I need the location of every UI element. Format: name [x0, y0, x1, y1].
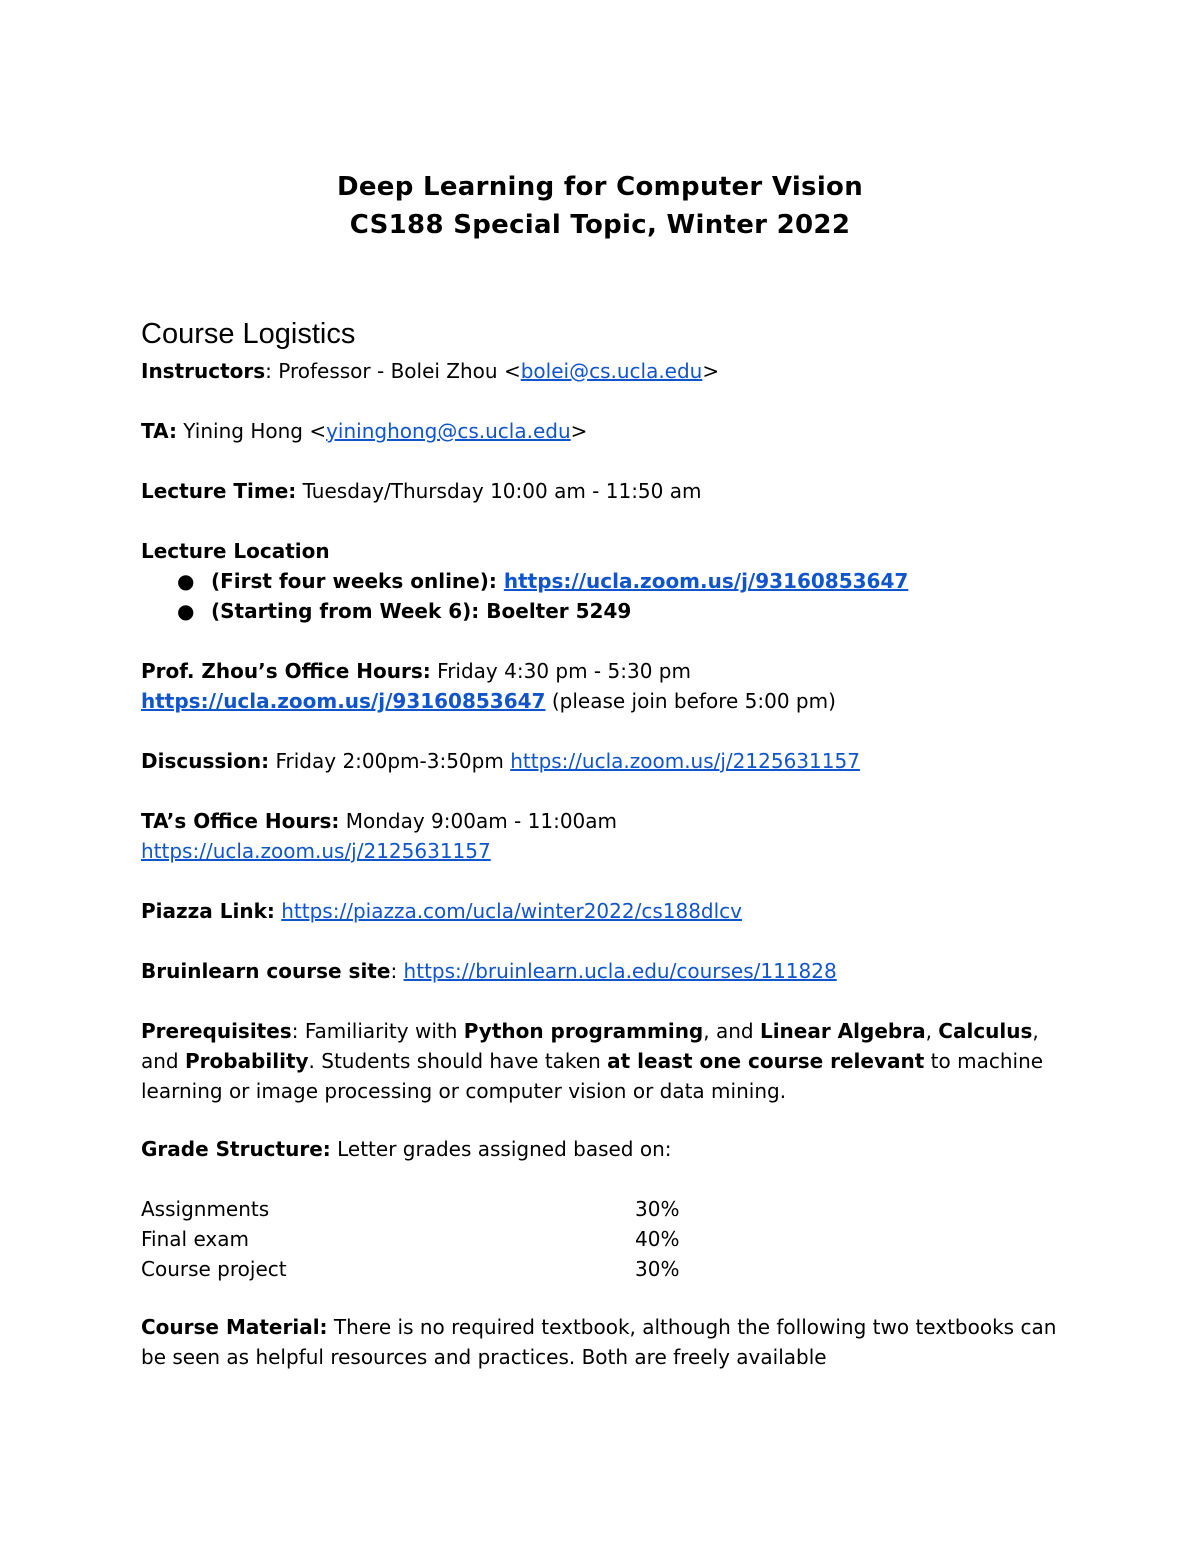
ta-end: >: [570, 419, 588, 443]
course-subtitle: CS188 Special Topic, Winter 2022: [349, 210, 851, 240]
ta-text: Yining Hong <: [176, 419, 327, 443]
bullet-icon: ●: [177, 569, 195, 593]
section-heading-logistics: Course Logistics: [141, 318, 356, 350]
grade-table: [141, 1194, 1061, 1284]
grade-item-value: 40%: [635, 1227, 680, 1251]
prerequisites-label: Prerequisites: [141, 1019, 292, 1043]
course-material-text: There is no required textbook, although the following two textbooks can be seen as helpful resources and practices. Both are freely available: [141, 1315, 1057, 1369]
bruinlearn-label: Bruinlearn course site: [141, 959, 391, 983]
bullet-icon: ●: [177, 599, 195, 623]
office-hours-line: [141, 656, 1061, 686]
prereq-text: , and: [703, 1019, 760, 1043]
piazza-line: [141, 896, 1061, 926]
grade-row: [141, 1194, 1061, 1224]
location-item-inperson: [177, 596, 1061, 626]
prereq-text: . Students should have taken: [308, 1049, 608, 1073]
grade-structure-label: Grade Structure:: [141, 1137, 331, 1161]
piazza-link[interactable]: https://piazza.com/ucla/winter2022/cs188dlcv: [281, 899, 743, 923]
prereq-bold: Probability: [184, 1049, 309, 1073]
location-item-online: [177, 566, 1061, 596]
course-material-paragraph: [141, 1312, 1061, 1372]
ta-office-hours-label: TA’s Office Hours:: [141, 809, 340, 833]
ta-office-hours-zoom-link[interactable]: https://ucla.zoom.us/j/2125631157: [141, 839, 491, 863]
prereq-text: ,: [925, 1019, 939, 1043]
bruinlearn-link[interactable]: https://bruinlearn.ucla.edu/courses/111828: [403, 959, 837, 983]
lecture-location-label: Lecture Location: [141, 539, 330, 563]
prereq-text: , and: [141, 1019, 1039, 1073]
course-material-label: Course Material:: [141, 1315, 328, 1339]
grade-structure-line: [141, 1134, 1061, 1164]
piazza-label: Piazza Link:: [141, 899, 275, 923]
grade-row: [141, 1254, 1061, 1284]
bruinlearn-line: [141, 956, 1061, 986]
lecture-time-text: Tuesday/Thursday 10:00 am - 11:50 am: [296, 479, 702, 503]
prerequisites-paragraph: [141, 1016, 1061, 1106]
ta-email-link[interactable]: yininghong@cs.ucla.edu: [326, 419, 571, 443]
grade-item-name: Course project: [141, 1257, 287, 1281]
ta-line: [141, 416, 1061, 446]
course-title: Deep Learning for Computer Vision: [336, 172, 864, 202]
grade-item-value: 30%: [635, 1257, 680, 1281]
instructors-text: : Professor - Bolei Zhou <: [265, 359, 521, 383]
grade-item-name: Assignments: [141, 1197, 270, 1221]
prereq-bold: Calculus: [938, 1019, 1033, 1043]
grade-item-name: Final exam: [141, 1227, 249, 1251]
office-hours-link-line: [141, 686, 1061, 716]
title-block: [0, 168, 1200, 244]
lecture-location-list: [141, 566, 1061, 626]
grade-item-value: 30%: [635, 1197, 680, 1221]
instructors-label: Instructors: [141, 359, 266, 383]
ta-label: TA:: [141, 419, 177, 443]
instructor-email-link[interactable]: bolei@cs.ucla.edu: [520, 359, 703, 383]
ta-office-hours-text: Monday 9:00am - 11:00am: [339, 809, 618, 833]
lecture-time-line: [141, 476, 1061, 506]
discussion-line: [141, 746, 1061, 776]
instructors-end: >: [702, 359, 720, 383]
office-hours-label: Prof. Zhou’s Office Hours:: [141, 659, 431, 683]
instructors-line: [141, 356, 1061, 386]
discussion-label: Discussion:: [141, 749, 270, 773]
office-hours-zoom-link[interactable]: https://ucla.zoom.us/j/93160853647: [141, 689, 546, 713]
prereq-text: to machine learning or image processing or computer vision or data mining.: [141, 1049, 1044, 1103]
grade-structure-text: Letter grades assigned based on:: [330, 1137, 672, 1161]
bruinlearn-sep: :: [390, 959, 404, 983]
ta-office-hours-link-line: [141, 836, 1061, 866]
ta-office-hours-line: [141, 806, 1061, 836]
prereq-bold: at least one course relevant: [607, 1049, 925, 1073]
prereq-text: : Familiarity with: [291, 1019, 464, 1043]
office-hours-note: (please join before 5:00 pm): [545, 689, 836, 713]
grade-row: [141, 1224, 1061, 1254]
office-hours-text: Friday 4:30 pm - 5:30 pm: [430, 659, 691, 683]
document-content: [141, 168, 1061, 1372]
prereq-bold: Python programming: [463, 1019, 704, 1043]
location-item-online-text: (First four weeks online):: [211, 569, 504, 593]
discussion-zoom-link[interactable]: https://ucla.zoom.us/j/2125631157: [510, 749, 860, 773]
location-item-inperson-text: (Starting from Week 6): Boelter 5249: [211, 599, 632, 623]
location-zoom-link[interactable]: https://ucla.zoom.us/j/93160853647: [503, 569, 909, 593]
prereq-bold: Linear Algebra: [759, 1019, 926, 1043]
lecture-time-label: Lecture Time:: [141, 479, 297, 503]
discussion-text: Friday 2:00pm-3:50pm: [269, 749, 511, 773]
